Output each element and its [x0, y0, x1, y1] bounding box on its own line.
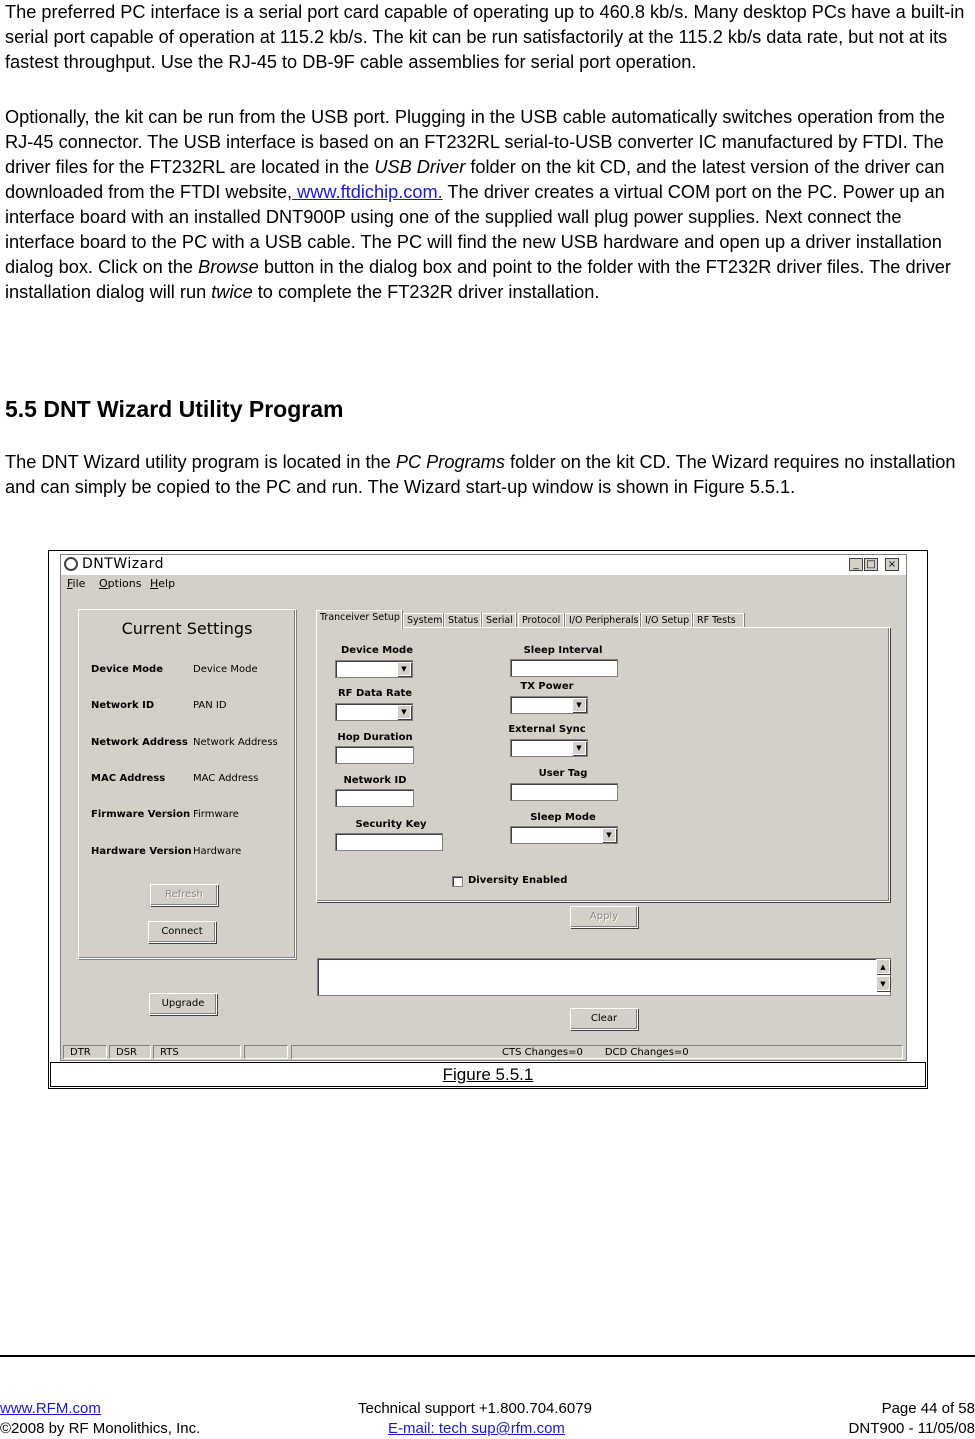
scroll-up-icon[interactable]: ▲ [876, 959, 890, 974]
status-dcd-changes: DCD Changes=0 [604, 1047, 689, 1058]
device-mode-select[interactable] [335, 660, 413, 678]
dntwizard-window [60, 554, 907, 1061]
network-id-field[interactable] [335, 789, 414, 807]
tab-rf-tests[interactable]: RF Tests [693, 613, 744, 628]
rfm-site-link[interactable]: www.RFM.com [0, 1400, 101, 1417]
cs-val-firmware-version: Firmware [193, 809, 239, 820]
sleep-mode-label: Sleep Mode [530, 812, 596, 823]
ftdi-link[interactable]: www.ftdichip.com. [292, 182, 443, 202]
cs-key-network-id: Network ID [91, 700, 155, 711]
connect-button[interactable]: Connect [148, 921, 216, 943]
menu-file[interactable]: File [67, 577, 86, 590]
usb-paragraph [5, 105, 967, 305]
usb-text-2: folder on the kit CD, and the latest version of the driver can downloaded from the FTDI website, [5, 157, 945, 202]
current-settings-title: Current Settings [121, 619, 253, 638]
usb-text-5: to complete the FT232R driver installation. [252, 282, 600, 302]
intro-text: The preferred PC interface is a serial port card capable of operating up to 460.8 kb/s. Many desktop PCs have a built-in serial port capable of operation at 115.2 kb/s. The kit can be run satisfactorily at the 115.2 kb/s data rate, but not at its fastest throughput. Use the RJ-45 to DB-9F cable assemblies for serial port operation. [5, 2, 965, 72]
cs-val-network-address: Network Address [193, 737, 278, 748]
status-bar [61, 1043, 906, 1060]
upgrade-button[interactable]: Upgrade [149, 993, 217, 1015]
chevron-down-icon: ▼ [602, 828, 616, 842]
tab-serial[interactable]: Serial [482, 613, 516, 628]
device-mode-label: Device Mode [341, 645, 413, 656]
chevron-down-icon: ▼ [572, 741, 586, 755]
sleep-interval-field[interactable] [510, 659, 618, 677]
user-tag-field[interactable] [510, 783, 618, 801]
figure-box [48, 550, 928, 1089]
email-link[interactable]: E-mail: tech sup@rfm.com [388, 1420, 565, 1437]
apply-button[interactable]: Apply [570, 906, 638, 928]
footer-support: Technical support +1.800.704.6079 [358, 1400, 592, 1417]
hop-duration-label: Hop Duration [337, 732, 413, 743]
status-changes [291, 1045, 903, 1059]
status-rts: RTS [153, 1045, 241, 1059]
cs-key-hardware-version: Hardware Version [91, 846, 192, 857]
footer-site [0, 1400, 101, 1418]
status-empty [244, 1045, 288, 1059]
tab-protocol[interactable]: Protocol [518, 613, 564, 628]
footer-copyright: ©2008 by RF Monolithics, Inc. [0, 1420, 201, 1437]
clear-button[interactable]: Clear [570, 1008, 638, 1030]
scroll-down-icon[interactable]: ▼ [876, 976, 890, 991]
maximize-button[interactable]: □ [864, 558, 878, 571]
app-icon [64, 557, 78, 571]
security-key-label: Security Key [355, 819, 427, 830]
menu-help[interactable]: Help [150, 577, 176, 590]
menu-options[interactable]: Options [99, 577, 142, 590]
external-sync-label: External Sync [508, 724, 586, 735]
network-id-label: Network ID [343, 775, 407, 786]
cs-val-network-id: PAN ID [193, 700, 227, 711]
tab-system[interactable]: System [403, 613, 443, 628]
status-dsr: DSR [109, 1045, 151, 1059]
browse-term: Browse [198, 257, 259, 277]
user-tag-label: User Tag [538, 768, 588, 779]
tab-tranceiver-setup[interactable]: Tranceiver Setup [316, 610, 402, 629]
sleep-mode-select[interactable] [510, 826, 618, 844]
tranceiver-setup-panel [316, 627, 890, 902]
refresh-button[interactable]: Refresh [150, 884, 218, 906]
current-settings-panel [78, 609, 296, 959]
footer-email [388, 1420, 565, 1438]
intro-paragraph [5, 0, 967, 75]
diversity-label: Diversity Enabled [468, 875, 568, 886]
tx-power-label: TX Power [520, 681, 574, 692]
external-sync-select[interactable] [510, 739, 588, 757]
cs-key-firmware-version: Firmware Version [91, 809, 191, 820]
cs-key-network-address: Network Address [91, 737, 188, 748]
usb-text-4: button in the dialog box and point to the folder with the FT232R driver files. The driver installation dialog will run [5, 257, 951, 302]
twice-term: twice [211, 282, 253, 302]
cs-val-mac-address: MAC Address [193, 773, 259, 784]
footer-page: Page 44 of 58 [881, 1400, 975, 1417]
tab-io-setup[interactable]: I/O Setup [641, 613, 692, 628]
window-title: DNTWizard [82, 556, 165, 572]
caption-row [50, 1062, 926, 1087]
menu-bar [61, 576, 906, 592]
chevron-down-icon: ▼ [397, 662, 411, 676]
cs-val-device-mode: Device Mode [193, 664, 258, 675]
chevron-down-icon: ▼ [572, 698, 586, 712]
hop-duration-field[interactable] [335, 746, 414, 764]
status-dtr: DTR [63, 1045, 107, 1059]
chevron-down-icon: ▼ [397, 705, 411, 719]
section-heading: 5.5 DNT Wizard Utility Program [5, 396, 344, 422]
cs-key-mac-address: MAC Address [91, 773, 166, 784]
rf-data-rate-select[interactable] [335, 703, 413, 721]
usb-text-1: Optionally, the kit can be run from the USB port. Plugging in the USB cable automatically switches operation from the RJ-45 connector. The USB interface is based on an FT232RL serial-to-USB converter IC manufactured by FTDI. The driver files for the FT232RL are located in the [5, 107, 945, 177]
pc-programs-term: PC Programs [395, 452, 505, 472]
minimize-button[interactable]: _ [849, 558, 863, 571]
status-cts-changes: CTS Changes=0 [502, 1047, 583, 1058]
close-button[interactable]: × [885, 558, 899, 571]
wizard-paragraph [5, 450, 967, 500]
diversity-checkbox[interactable] [452, 876, 463, 887]
usb-driver-term: USB Driver [374, 157, 466, 177]
tx-power-select[interactable] [510, 696, 588, 714]
wizard-text-1: The DNT Wizard utility program is located in the [5, 452, 396, 472]
wizard-text-2: folder on the kit CD. The Wizard requires no installation and can simply be copied to the PC and run. The Wizard start-up window is shown in Figure 5.5.1. [5, 452, 956, 497]
rf-data-rate-label: RF Data Rate [337, 688, 413, 699]
figure-caption: Figure 5.5.1 [442, 1065, 534, 1084]
footer-divider [0, 1355, 975, 1357]
window-titlebar [61, 555, 906, 575]
sleep-interval-label: Sleep Interval [523, 645, 603, 656]
tab-io-peripherals[interactable]: I/O Peripherals [565, 613, 640, 628]
cs-key-device-mode: Device Mode [91, 664, 163, 675]
tab-status[interactable]: Status [444, 613, 481, 628]
usb-text-3: The driver creates a virtual COM port on the PC. Power up an interface board with an installed DNT900P using one of the supplied wall plug power supplies. Next connect the interface board to the PC with a USB cable. The PC will find the new USB hardware and open up a driver installation dialog box. Click on the [5, 182, 945, 277]
log-output[interactable] [317, 958, 891, 996]
footer-doc: DNT900 - 11/05/08 [848, 1420, 975, 1437]
security-key-field[interactable] [335, 833, 443, 851]
cs-val-hardware-version: Hardware [193, 846, 242, 857]
